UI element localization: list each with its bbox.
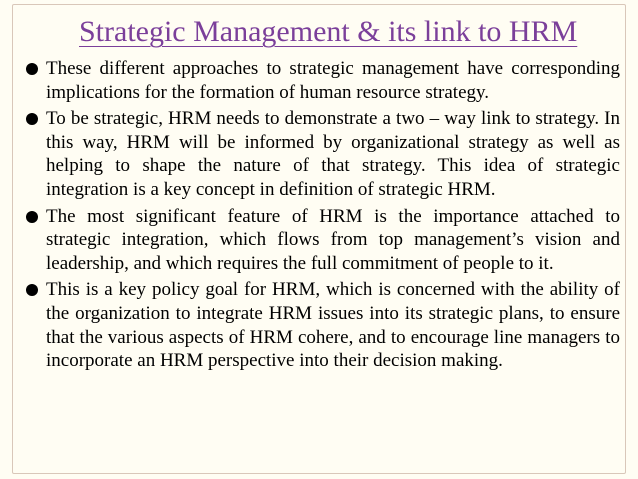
slide-title: Strategic Management & its link to HRM — [79, 15, 578, 48]
bullet-dot-icon — [26, 284, 38, 296]
bullet-item — [26, 278, 620, 372]
bullet-dot-icon — [26, 63, 38, 75]
bullet-text: These different approaches to strategic management have corresponding implications for the formation of human resource strategy. — [46, 58, 620, 103]
bullet-text: This is a key policy goal for HRM, which is concerned with the ability of the organization to integrate HRM issues into its strategic plans, to ensure that the various aspects of HRM cohere, and to encourage line managers to incorporate an HRM perspective into their decision making. — [46, 279, 620, 372]
bullet-text: To be strategic, HRM needs to demonstrate a two – way link to strategy. In this way, HRM will be informed by organizational strategy as well as helping to shape the nature of that strategy. This idea of strategic integration is a key concept in definition of strategic HRM. — [46, 108, 620, 200]
bullet-dot-icon — [26, 211, 38, 223]
bullet-dot-icon — [26, 113, 38, 125]
bullet-list — [26, 57, 620, 376]
bullet-item — [26, 205, 620, 276]
bullet-text: The most significant feature of HRM is the importance attached to strategic integration, which flows from top management’s vision and leadership, and which requires the full commitment of people to it. — [46, 205, 620, 274]
bullet-item — [26, 107, 620, 201]
bullet-item — [26, 57, 620, 104]
